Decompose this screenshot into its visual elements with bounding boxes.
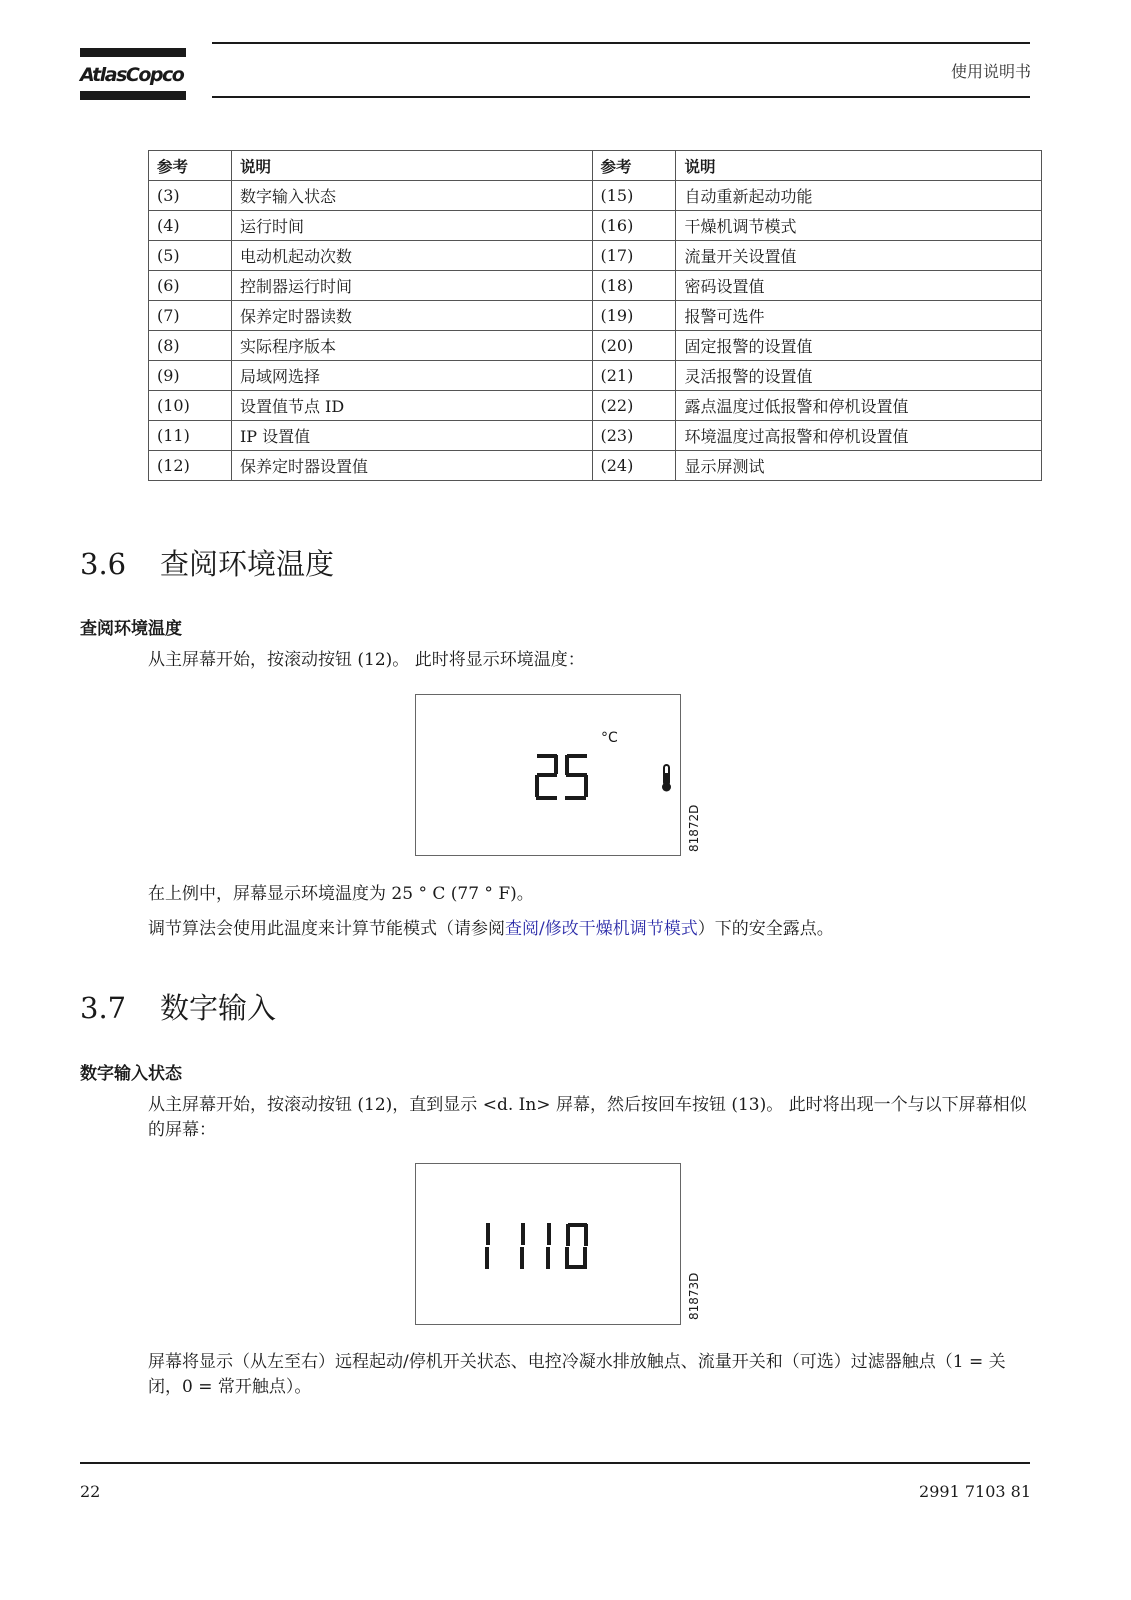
paragraph-ambient-example: 在上例中，屏幕显示环境温度为 25 ° C (77 ° F)。 [148, 884, 534, 904]
description-cell: 保养定时器读数 [231, 301, 592, 331]
paragraph-algorithm-note [148, 917, 1030, 942]
description-cell: 干燥机调节模式 [676, 211, 1042, 241]
table-row [149, 241, 1042, 271]
reference-table [148, 150, 1042, 481]
logo-wordmark: AtlasCopco [80, 64, 184, 86]
logo-bottom-bar [80, 91, 186, 100]
ref-cell: (23) [592, 421, 676, 451]
table-row [149, 211, 1042, 241]
ref-cell: (20) [592, 331, 676, 361]
document-number: 2991 7103 81 [919, 1482, 1031, 1501]
table-row [149, 361, 1042, 391]
ref-cell: (5) [149, 241, 232, 271]
description-cell: 设置值节点 ID [231, 391, 592, 421]
section-title: 查阅环境温度 [160, 547, 335, 581]
column-header-ref: 参考 [149, 151, 232, 181]
ref-cell: (18) [592, 271, 676, 301]
table-row [149, 331, 1042, 361]
display-figure-digital-input [415, 1163, 681, 1325]
paragraph-digital-input-intro: 从主屏幕开始，按滚动按钮 (12)，直到显示 <d. In> 屏幕，然后按回车按钮 (13)。 此时将出现一个与以下屏幕相似的屏幕： [148, 1095, 1027, 1140]
algorithm-text-before: 调节算法会使用此温度来计算节能模式（请参阅 [148, 919, 505, 939]
logo-top-bar [80, 48, 186, 57]
footer-rule [80, 1462, 1030, 1464]
lcd-digits-1110 [485, 1223, 588, 1269]
paragraph-digital-input-explain: 屏幕将显示（从左至右）远程起动/停机开关状态、电控冷凝水排放触点、流量开关和（可选）过滤器触点（1 = 关闭，0 = 常开触点）。 [148, 1352, 1006, 1397]
description-cell: 灵活报警的设置值 [676, 361, 1042, 391]
ref-cell: (21) [592, 361, 676, 391]
algorithm-text-after: ）下的安全露点。 [697, 919, 834, 939]
figure-code-81872D: 81872D [687, 804, 701, 852]
lcd-digits-25 [535, 754, 588, 800]
description-cell: 报警可选件 [676, 301, 1042, 331]
reference-table-body [149, 181, 1042, 481]
description-cell: 流量开关设置值 [676, 241, 1042, 271]
ref-cell: (3) [149, 181, 232, 211]
atlas-copco-logo [80, 48, 186, 100]
ref-cell: (4) [149, 211, 232, 241]
document-type-label: 使用说明书 [950, 62, 1031, 81]
subheading-ambient-temperature: 查阅环境温度 [80, 619, 182, 639]
description-cell: IP 设置值 [231, 421, 592, 451]
lcd-temperature-drawing [416, 695, 680, 855]
description-cell: 控制器运行时间 [231, 271, 592, 301]
description-cell: 自动重新起动功能 [676, 181, 1042, 211]
ref-cell: (6) [149, 271, 232, 301]
lcd-digital-input-drawing [416, 1164, 680, 1324]
table-header-row [149, 151, 1042, 181]
table-row [149, 451, 1042, 481]
table-row [149, 181, 1042, 211]
description-cell: 电动机起动次数 [231, 241, 592, 271]
description-cell: 固定报警的设置值 [676, 331, 1042, 361]
column-header-description: 说明 [676, 151, 1042, 181]
column-header-ref: 参考 [592, 151, 676, 181]
table-row [149, 301, 1042, 331]
ref-cell: (19) [592, 301, 676, 331]
ref-cell: (7) [149, 301, 232, 331]
ref-cell: (11) [149, 421, 232, 451]
table-row [149, 271, 1042, 301]
paragraph-ambient-intro: 从主屏幕开始，按滚动按钮 (12)。 此时将显示环境温度： [148, 650, 585, 670]
ref-cell: (17) [592, 241, 676, 271]
description-cell: 露点温度过低报警和停机设置值 [676, 391, 1042, 421]
column-header-description: 说明 [231, 151, 592, 181]
description-cell: 保养定时器设置值 [231, 451, 592, 481]
ref-cell: (15) [592, 181, 676, 211]
ref-cell: (16) [592, 211, 676, 241]
section-number: 3.6 [80, 547, 127, 581]
ref-cell: (10) [149, 391, 232, 421]
ref-cell: (12) [149, 451, 232, 481]
description-cell: 运行时间 [231, 211, 592, 241]
header-top-rule [212, 42, 1030, 44]
subheading-digital-input-status: 数字输入状态 [80, 1064, 182, 1084]
ref-cell: (9) [149, 361, 232, 391]
section-heading-3-7 [80, 986, 276, 1027]
lcd-celsius-unit: °C [601, 730, 618, 746]
ref-cell: (22) [592, 391, 676, 421]
description-cell: 密码设置值 [676, 271, 1042, 301]
ref-cell: (24) [592, 451, 676, 481]
link-dryer-regulation-mode[interactable]: 查阅/修改干燥机调节模式 [505, 919, 698, 939]
section-number: 3.7 [80, 991, 127, 1025]
page-number: 22 [80, 1482, 101, 1501]
description-cell: 显示屏测试 [676, 451, 1042, 481]
section-title: 数字输入 [160, 991, 277, 1025]
figure-code-81873D: 81873D [687, 1272, 701, 1320]
section-heading-3-6 [80, 542, 334, 583]
table-row [149, 421, 1042, 451]
description-cell: 环境温度过高报警和停机设置值 [676, 421, 1042, 451]
thermometer-icon [662, 765, 671, 792]
table-row [149, 391, 1042, 421]
description-cell: 局域网选择 [231, 361, 592, 391]
description-cell: 实际程序版本 [231, 331, 592, 361]
header-bottom-rule [212, 96, 1030, 98]
ref-cell: (8) [149, 331, 232, 361]
display-figure-temperature [415, 694, 681, 856]
description-cell: 数字输入状态 [231, 181, 592, 211]
